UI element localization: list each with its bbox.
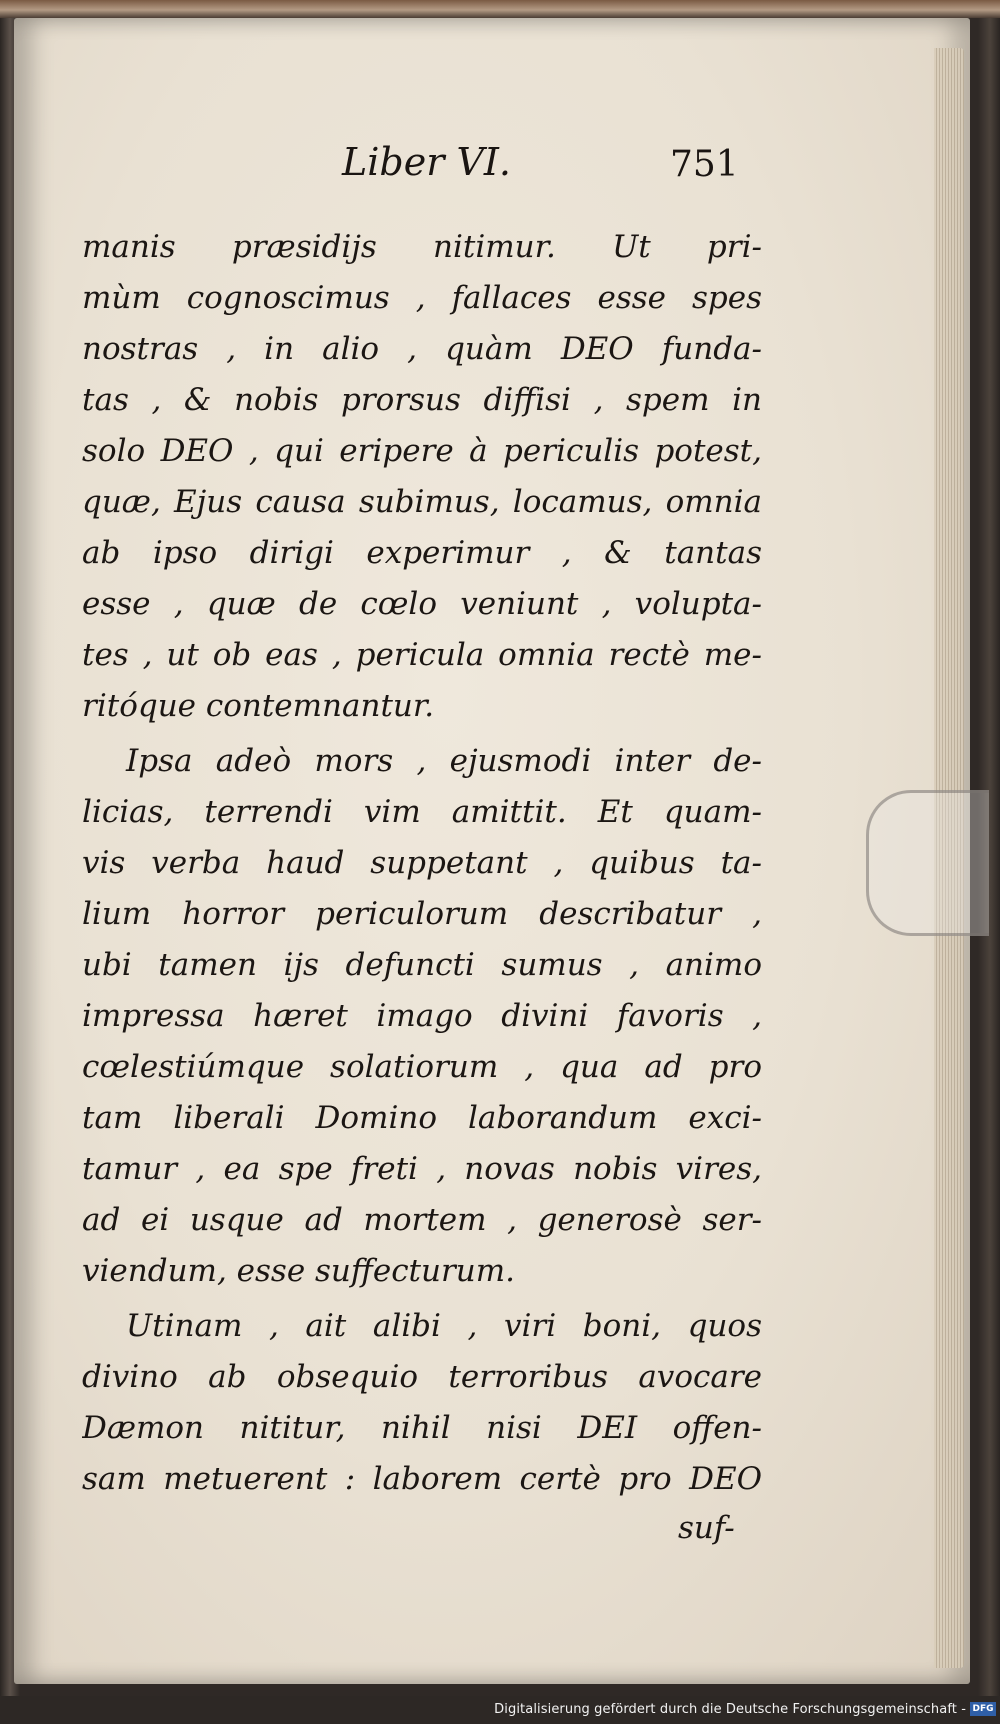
running-head: Liber VI. — [342, 140, 511, 184]
text-line: lium horror periculorum describatur , — [82, 896, 762, 932]
text-line: impressa hæret imago divini favoris , — [82, 998, 762, 1034]
text-line: Dæmon nititur, nihil nisi DEI offen- — [82, 1410, 762, 1446]
text-line: mùm cognoscimus , fallaces esse spes — [82, 280, 762, 316]
body-text — [82, 222, 762, 1505]
text-line: tes , ut ob eas , pericula omnia rectè me- — [82, 637, 762, 673]
page-number: 751 — [670, 144, 739, 185]
text-line: sam metuerent : laborem certè pro DEO — [82, 1461, 762, 1497]
text-line: Ipsa adeò mors , ejusmodi inter de- — [126, 743, 762, 779]
text-line: ad ei usque ad mortem , generosè ser- — [82, 1202, 762, 1238]
text-line: ubi tamen ijs defuncti sumus , animo — [82, 947, 762, 983]
text-line: ritóque contemnantur. — [82, 688, 435, 724]
text-line: solo DEO , qui eripere à periculis potest, — [82, 433, 762, 469]
text-line: tamur , ea spe freti , novas nobis vires, — [82, 1151, 762, 1187]
funding-credit: Digitalisierung gefördert durch die Deutsche Forschungsgemeinschaft - — [494, 1702, 966, 1717]
text-line: esse , quæ de cœlo veniunt , volupta- — [82, 586, 762, 622]
text-line: tam liberali Domino laborandum exci- — [82, 1100, 762, 1136]
dfg-logo: DFG — [970, 1702, 996, 1716]
bookmark-clip — [866, 790, 989, 936]
book-page — [14, 18, 970, 1684]
text-line: licias, terrendi vim amittit. Et quam- — [82, 794, 762, 830]
text-line: vis verba haud suppetant , quibus ta- — [82, 845, 762, 881]
text-line: manis præsidijs nitimur. Ut pri- — [82, 229, 762, 265]
text-line: quæ, Ejus causa subimus, locamus, omnia — [82, 484, 762, 520]
text-line: Utinam , ait alibi , viri boni, quos — [126, 1308, 762, 1344]
text-line: divino ab obsequio terroribus avocare — [82, 1359, 762, 1395]
catchword: suf- — [678, 1510, 735, 1546]
text-line: nostras , in alio , quàm DEO funda- — [82, 331, 762, 367]
text-line: ab ipso dirigi experimur , & tantas — [82, 535, 762, 571]
text-line: tas , & nobis prorsus diffisi , spem in — [82, 382, 762, 418]
book-top-edge — [0, 0, 1000, 18]
digitization-footer — [0, 1696, 1000, 1724]
text-line: viendum, esse suffecturum. — [82, 1253, 516, 1289]
page-header — [14, 140, 970, 193]
text-line: cœlestiúmque solatiorum , qua ad pro — [82, 1049, 762, 1085]
